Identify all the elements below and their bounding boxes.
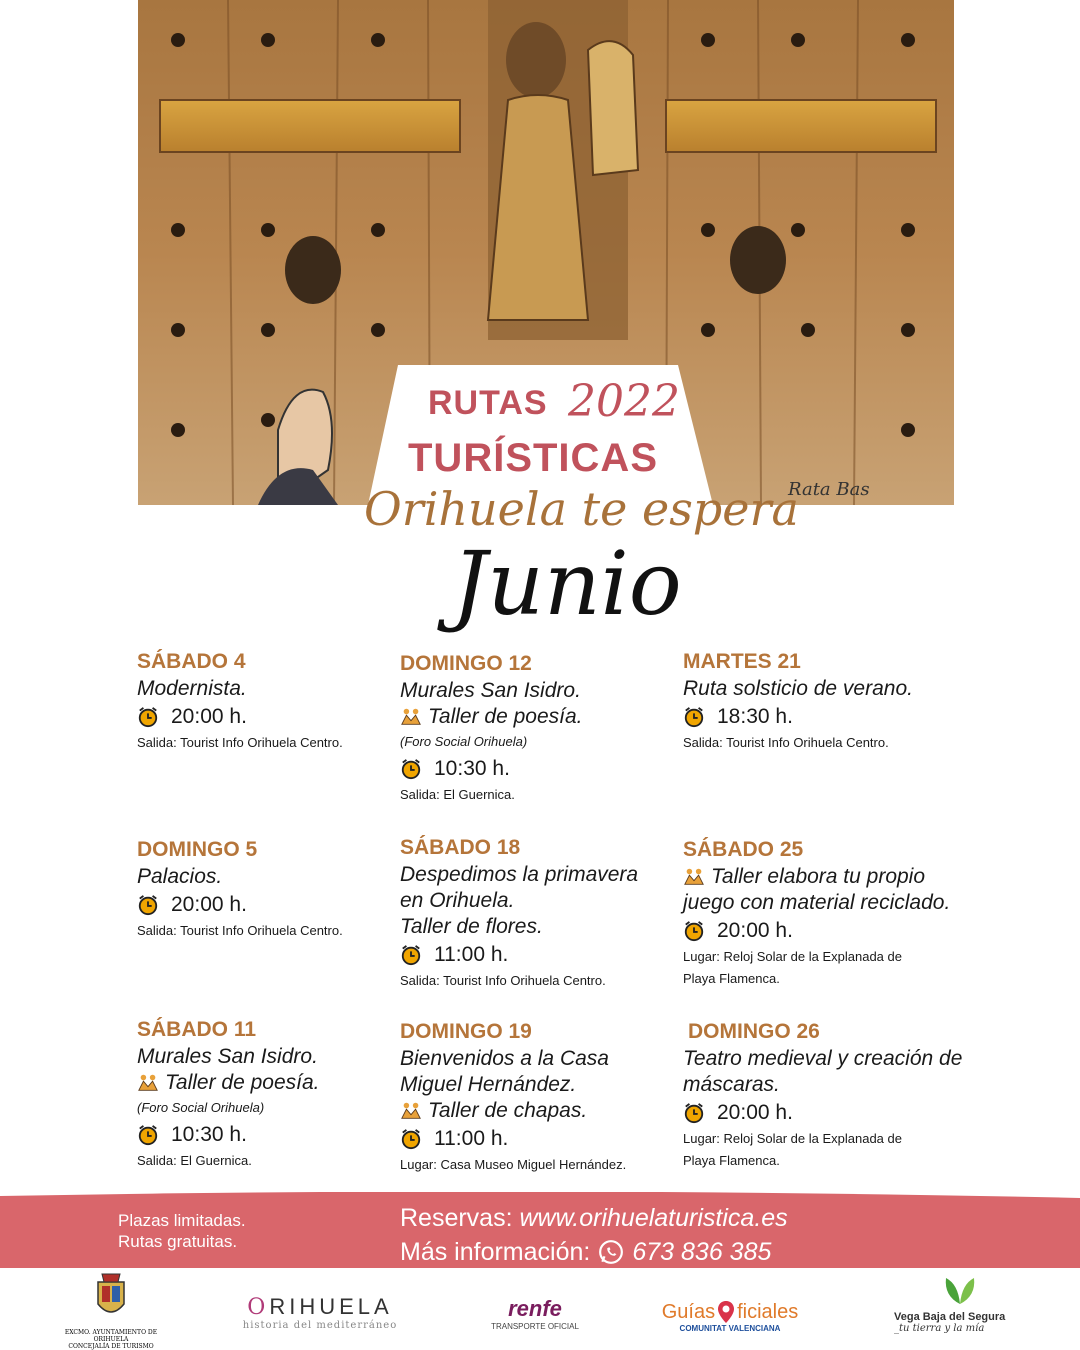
event-workshop <box>400 704 670 730</box>
banner-contact <box>400 1201 788 1269</box>
event-day: DOMINGO 26 <box>688 1020 820 1043</box>
orihuela-name: RIHUELA <box>269 1294 393 1319</box>
guias-text-2: ficiales <box>737 1300 799 1323</box>
orihuela-o: O <box>247 1295 270 1320</box>
ayuntamiento-logo <box>56 1272 166 1350</box>
event-title: Despedimos la primavera <box>400 863 639 886</box>
event-sabado-11 <box>137 1016 407 1172</box>
event-title-line-2: en Orihuela. <box>400 889 515 912</box>
booking-url-link[interactable]: www.orihuelaturistica.es <box>519 1204 788 1232</box>
event-time-text: 20:00 h. <box>717 1101 793 1124</box>
event-domingo-26 <box>683 1018 988 1172</box>
event-day: SÁBADO 4 <box>137 650 246 673</box>
event-day: DOMINGO 12 <box>400 652 532 675</box>
event-time <box>137 702 407 732</box>
orihuela-tagline: historia del mediterráneo <box>242 1320 398 1331</box>
vega-tagline: _tu tierra y la mía <box>894 1323 985 1334</box>
event-time-text: 10:30 h. <box>434 757 510 780</box>
event-title: Palacios. <box>137 865 223 888</box>
event-sabado-18 <box>400 834 670 992</box>
renfe-logo <box>480 1296 590 1331</box>
vega-name: Vega Baja del Segura <box>894 1311 1006 1323</box>
event-day: SÁBADO 18 <box>400 836 521 859</box>
phone-link[interactable]: 673 836 385 <box>632 1238 772 1266</box>
event-time <box>683 916 983 946</box>
alarm-clock-icon <box>400 758 422 780</box>
booking-line <box>400 1201 788 1235</box>
event-title: Bienvenidos a la Casa <box>400 1047 609 1070</box>
info-line <box>400 1235 788 1269</box>
ayto-text-1: EXCMO. AYUNTAMIENTO DE ORIHUELA <box>64 1329 158 1343</box>
event-martes-21 <box>683 648 983 754</box>
event-time <box>400 754 670 784</box>
event-workshop-text: Taller de poesía. <box>428 705 583 728</box>
event-meeting-point: Lugar: Reloj Solar de la Explanada de <box>683 949 902 964</box>
event-workshop-text: Taller de poesía. <box>165 1071 320 1094</box>
event-time <box>137 890 407 920</box>
event-domingo-5 <box>137 836 407 942</box>
event-time-text: 10:30 h. <box>171 1123 247 1146</box>
event-sabado-25 <box>683 836 983 990</box>
coat-of-arms-icon <box>88 1272 134 1324</box>
event-meeting-point-line-2: Playa Flamenca. <box>683 1153 780 1168</box>
event-meeting-point-line-2: Playa Flamenca. <box>683 971 780 986</box>
event-meeting-point: Salida: El Guernica. <box>137 1153 252 1168</box>
event-time <box>137 1120 407 1150</box>
event-meeting-point: Salida: Tourist Info Orihuela Centro. <box>683 735 889 750</box>
event-workshop-text: Taller de chapas. <box>428 1099 588 1122</box>
event-time-text: 11:00 h. <box>434 1127 509 1150</box>
event-day: SÁBADO 11 <box>137 1018 257 1041</box>
event-time-text: 11:00 h. <box>434 943 509 966</box>
workshop-people-icon <box>683 866 705 888</box>
event-title: Murales San Isidro. <box>400 679 581 702</box>
alarm-clock-icon <box>683 706 705 728</box>
alarm-clock-icon <box>683 1102 705 1124</box>
event-workshop <box>400 1098 670 1124</box>
event-time-text: 18:30 h. <box>717 705 793 728</box>
event-organizer: (Foro Social Orihuela) <box>137 1100 265 1115</box>
event-time <box>683 1098 988 1128</box>
leaf-icon <box>940 1274 980 1306</box>
sponsor-logos <box>0 1272 1080 1350</box>
ayto-text-2: CONCEJALÍA DE TURISMO <box>68 1343 154 1350</box>
event-workshop-text: Taller elabora tu propio <box>711 865 926 888</box>
event-time <box>683 702 983 732</box>
alarm-clock-icon <box>137 706 159 728</box>
whatsapp-icon <box>598 1239 624 1265</box>
renfe-tagline: TRANSPORTE OFICIAL <box>491 1322 579 1331</box>
alarm-clock-icon <box>400 1128 422 1150</box>
booking-label: Reservas: <box>400 1204 513 1232</box>
event-workshop <box>683 864 983 890</box>
location-pin-icon <box>716 1300 736 1324</box>
cathedral-door-drawing <box>138 0 954 505</box>
alarm-clock-icon <box>400 944 422 966</box>
guias-tagline: COMUNITAT VALENCIANA <box>679 1324 781 1333</box>
month-title: Junio <box>452 532 682 635</box>
event-title: Teatro medieval y creación de <box>683 1047 963 1070</box>
event-meeting-point: Salida: Tourist Info Orihuela Centro. <box>137 735 343 750</box>
event-organizer: (Foro Social Orihuela) <box>400 734 528 749</box>
event-title: Ruta solsticio de verano. <box>683 677 913 700</box>
event-time-text: 20:00 h. <box>717 919 793 942</box>
event-time <box>400 940 670 970</box>
header-illustration <box>138 0 954 505</box>
event-meeting-point: Salida: El Guernica. <box>400 787 515 802</box>
banner-notes <box>118 1210 246 1252</box>
alarm-clock-icon <box>683 920 705 942</box>
guias-text-1: Guías <box>661 1300 716 1323</box>
workshop-people-icon <box>137 1072 159 1094</box>
event-workshop-line-2: juego con material reciclado. <box>683 891 951 914</box>
event-domingo-12 <box>400 650 670 806</box>
event-day: DOMINGO 5 <box>137 838 258 861</box>
event-day: SÁBADO 25 <box>683 838 804 861</box>
event-title-line-2: Miguel Hernández. <box>400 1073 577 1096</box>
workshop-people-icon <box>400 706 422 728</box>
event-sabado-4 <box>137 648 407 754</box>
orihuela-logo <box>240 1294 400 1331</box>
alarm-clock-icon <box>137 1124 159 1146</box>
guias-oficiales-logo <box>640 1300 820 1333</box>
workshop-people-icon <box>400 1100 422 1122</box>
event-meeting-point: Salida: Tourist Info Orihuela Centro. <box>400 973 606 988</box>
limited-places-text: Plazas limitadas. <box>118 1211 246 1230</box>
event-time-text: 20:00 h. <box>171 893 247 916</box>
event-title-line-2: máscaras. <box>683 1073 780 1096</box>
event-day: DOMINGO 19 <box>400 1020 532 1043</box>
renfe-name: renfe <box>508 1296 562 1321</box>
free-routes-text: Rutas gratuitas. <box>118 1232 238 1251</box>
title-rutas: RUTAS <box>428 384 548 422</box>
title-year: 2022 <box>568 376 680 427</box>
event-title: Modernista. <box>137 677 247 700</box>
event-domingo-19 <box>400 1018 670 1176</box>
alarm-clock-icon <box>137 894 159 916</box>
event-meeting-point: Lugar: Reloj Solar de la Explanada de <box>683 1131 902 1146</box>
event-meeting-point: Salida: Tourist Info Orihuela Centro. <box>137 923 343 938</box>
info-label: Más información: <box>400 1238 591 1266</box>
slogan: Orihuela te espera <box>364 482 799 536</box>
title-turisticas: TURÍSTICAS <box>408 436 658 480</box>
event-workshop <box>137 1070 407 1096</box>
vega-baja-logo <box>880 1274 1040 1334</box>
event-time <box>400 1124 670 1154</box>
illustrator-signature: Rata Bas <box>788 479 870 500</box>
event-title: Murales San Isidro. <box>137 1045 318 1068</box>
event-time-text: 20:00 h. <box>171 705 247 728</box>
event-meeting-point: Lugar: Casa Museo Miguel Hernández. <box>400 1157 627 1172</box>
event-day: MARTES 21 <box>683 650 801 673</box>
event-title-line-3: Taller de flores. <box>400 915 543 938</box>
